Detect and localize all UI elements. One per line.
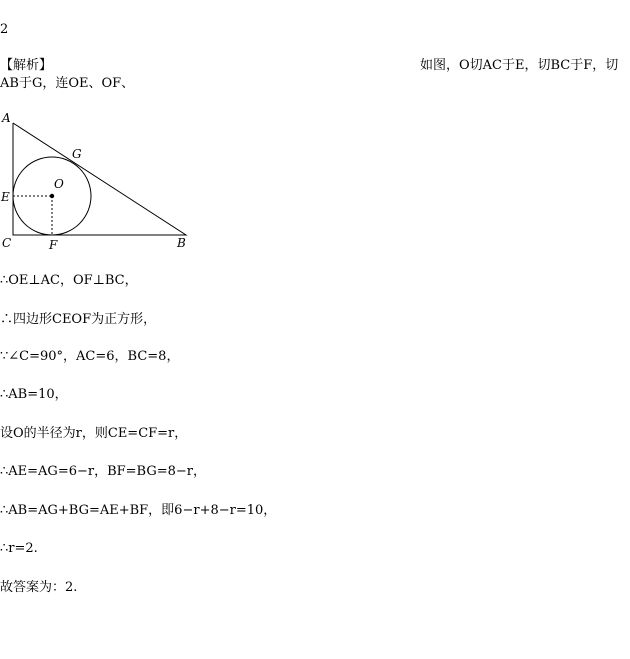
step-line: ∴OE⊥AC，OF⊥BC，	[0, 273, 138, 288]
step-line: ∴AB=10，	[0, 387, 68, 402]
step-line: ∵∠C=90°，AC=6，BC=8，	[0, 349, 180, 364]
step-line: ∴AB=AG+BG=AE+BF，即6−r+8−r=10，	[0, 503, 277, 518]
step-line: ∴四边形CEOF为正方形，	[0, 312, 157, 327]
center-point	[50, 194, 54, 198]
triangle-abc	[13, 123, 186, 235]
answer-number: 2	[0, 22, 9, 37]
intro-text-right: 如图，O切AC于E，切BC于F，切	[420, 58, 619, 73]
label-b: B	[177, 236, 186, 250]
label-c: C	[2, 236, 12, 250]
label-a: A	[2, 111, 11, 125]
step-line: ∴r=2.	[0, 541, 38, 556]
step-line: ∴AE=AG=6−r，BF=BG=8−r，	[0, 464, 207, 479]
step-line: 设O的半径为r，则CE=CF=r，	[0, 426, 188, 441]
final-answer: 故答案为：2.	[0, 580, 78, 595]
label-e: E	[1, 190, 10, 204]
label-f: F	[49, 238, 58, 252]
label-o: O	[54, 177, 64, 191]
geometry-figure	[0, 108, 200, 258]
intro-text-left: AB于G，连OE、OF、	[0, 76, 135, 91]
analysis-label: 【解析】	[0, 58, 53, 73]
label-g: G	[72, 147, 82, 161]
